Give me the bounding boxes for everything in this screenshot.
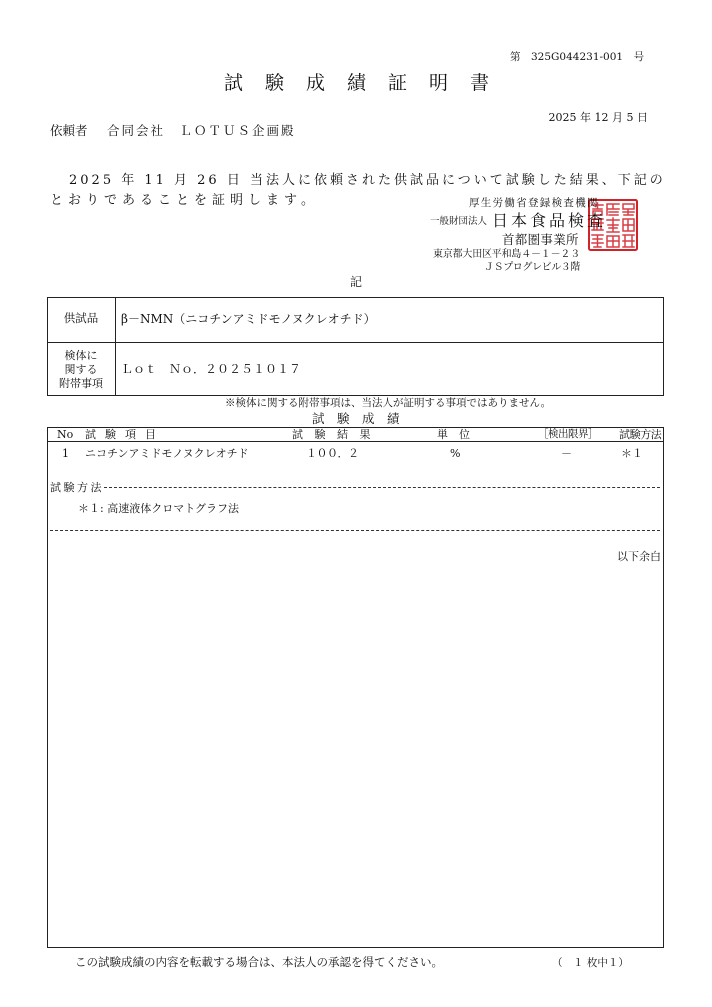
column-header-result: 試験結果 — [292, 428, 382, 441]
column-header-unit: 単位 — [437, 428, 481, 441]
sample-table-row-divider — [47, 342, 664, 343]
row-unit: % — [450, 447, 461, 460]
row-method: ＊１ — [621, 447, 643, 460]
sample-note-value: Ｌｏｔ Ｎｏ．２０２５１０１７ — [121, 362, 302, 376]
footer-notice: この試験成績の内容を転載する場合は、本法人の承認を得てください。 — [75, 955, 443, 969]
page-count: （ １ 枚中１） — [552, 957, 629, 969]
column-header-method: 試験方法 — [619, 428, 662, 441]
sample-note-label-line-2: 関する — [64, 363, 98, 376]
requester-name: 合同会社 ＬＯＴＵＳ企画 — [107, 123, 282, 138]
statement-line-1: 2025 年 11 月 26 日 当法人に依頼された供試品について試験した結果、下記の — [69, 173, 666, 188]
results-heading: 試験成績 — [312, 411, 413, 426]
issuer-address-line-2: ＪＳプログレビル３階 — [484, 262, 580, 273]
row-limit: － — [561, 447, 572, 460]
requester-label: 依頼者 — [50, 123, 88, 138]
document-number: 第 325G044231-001 号 — [510, 51, 645, 63]
sample-table-column-divider — [115, 297, 116, 396]
methods-dashed-rule-top — [104, 487, 660, 488]
methods-label: 試験方法 — [50, 481, 104, 494]
column-header-item: 試験項目 — [85, 428, 165, 441]
record-mark: 記 — [350, 275, 363, 289]
methods-dashed-rule-bottom — [50, 530, 660, 531]
row-result: １００．２ — [306, 447, 359, 460]
issuer-office: 首都圏事業所 — [502, 232, 579, 247]
method-entry: ＊１: 高速液体クロマトグラフ法 — [78, 502, 239, 515]
sample-disclaimer: ※検体に関する附帯事項は、当法人が証明する事項ではありません。 — [225, 397, 552, 409]
document-title: 試験成績証明書 — [224, 72, 512, 94]
column-header-limit: ［検出限界］ — [538, 428, 598, 440]
issuer-name: 日本食品検査 — [492, 211, 607, 230]
end-mark: 以下余白 — [617, 550, 661, 563]
official-seal — [588, 199, 638, 251]
statement-line-2: とおりであることを証明します。 — [50, 193, 319, 208]
row-item: ニコチンアミドモノヌクレオチド — [85, 447, 249, 460]
issuer-registration: 厚生労働省登録検査機関 — [469, 197, 599, 209]
sample-note-label-line-3: 附帯事項 — [59, 377, 103, 390]
sample-note-label-line-1: 検体に — [64, 349, 98, 362]
requester-honorific: 殿 — [281, 123, 294, 138]
column-header-no: No — [57, 428, 74, 441]
results-header-rule — [47, 441, 664, 442]
sample-value: β－NMN（ニコチンアミドモノヌクレオチド） — [121, 312, 376, 326]
issuer-corp-type: 一般財団法人 — [430, 216, 488, 227]
issuer-address-line-1: 東京都大田区平和島４－１－２３ — [433, 249, 580, 260]
sample-label: 供試品 — [63, 311, 99, 325]
row-no: 1 — [62, 447, 69, 460]
issue-date: 2025 年 12 月 5 日 — [548, 111, 648, 124]
